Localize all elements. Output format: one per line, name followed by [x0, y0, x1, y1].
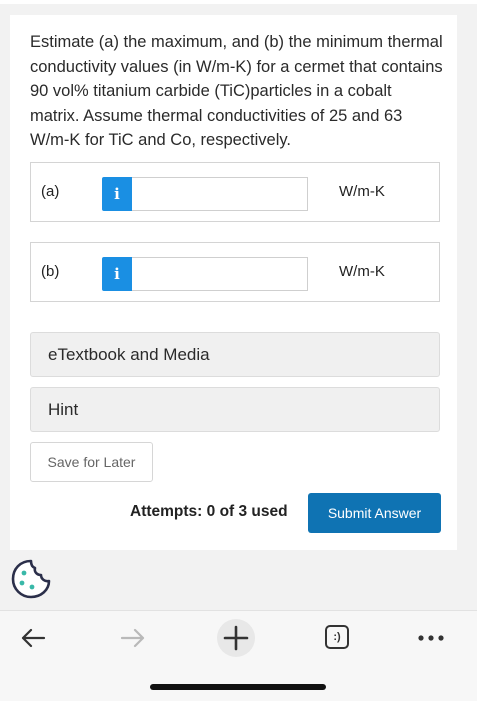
answer-label-a: (a)	[41, 183, 60, 200]
unit-label-a: W/m-K	[339, 183, 385, 200]
answer-input-b[interactable]	[132, 257, 308, 291]
top-edge	[0, 0, 477, 4]
more-icon[interactable]	[416, 623, 446, 653]
info-icon[interactable]: i	[102, 257, 132, 291]
forward-arrow-icon[interactable]	[118, 623, 148, 653]
hint-section[interactable]: Hint	[30, 387, 440, 432]
submit-answer-button[interactable]: Submit Answer	[308, 493, 441, 533]
cookie-icon[interactable]	[8, 556, 54, 602]
question-text: Estimate (a) the maximum, and (b) the minimum thermal conductivity values (in W/m-K) for a cermet that contains 90 vol% titanium carbide (TiC)particles in a cobalt matrix. Assume thermal conductivities of 25 and 63 W/m-K for TiC and Co, respectively.	[30, 33, 443, 149]
answer-label-b: (b)	[41, 263, 60, 280]
answer-row-b	[30, 242, 440, 302]
home-indicator	[150, 684, 326, 690]
answer-row-a	[30, 162, 440, 222]
attempts-counter: Attempts: 0 of 3 used	[130, 503, 288, 520]
answer-input-a[interactable]	[132, 177, 308, 211]
back-arrow-icon[interactable]	[18, 623, 48, 653]
save-for-later-button[interactable]: Save for Later	[30, 442, 153, 482]
etextbook-media-section[interactable]: eTextbook and Media	[30, 332, 440, 377]
unit-label-b: W/m-K	[339, 263, 385, 280]
tabs-icon[interactable]: :)	[325, 625, 349, 649]
info-icon[interactable]: i	[102, 177, 132, 211]
new-tab-plus-icon[interactable]	[216, 618, 256, 658]
